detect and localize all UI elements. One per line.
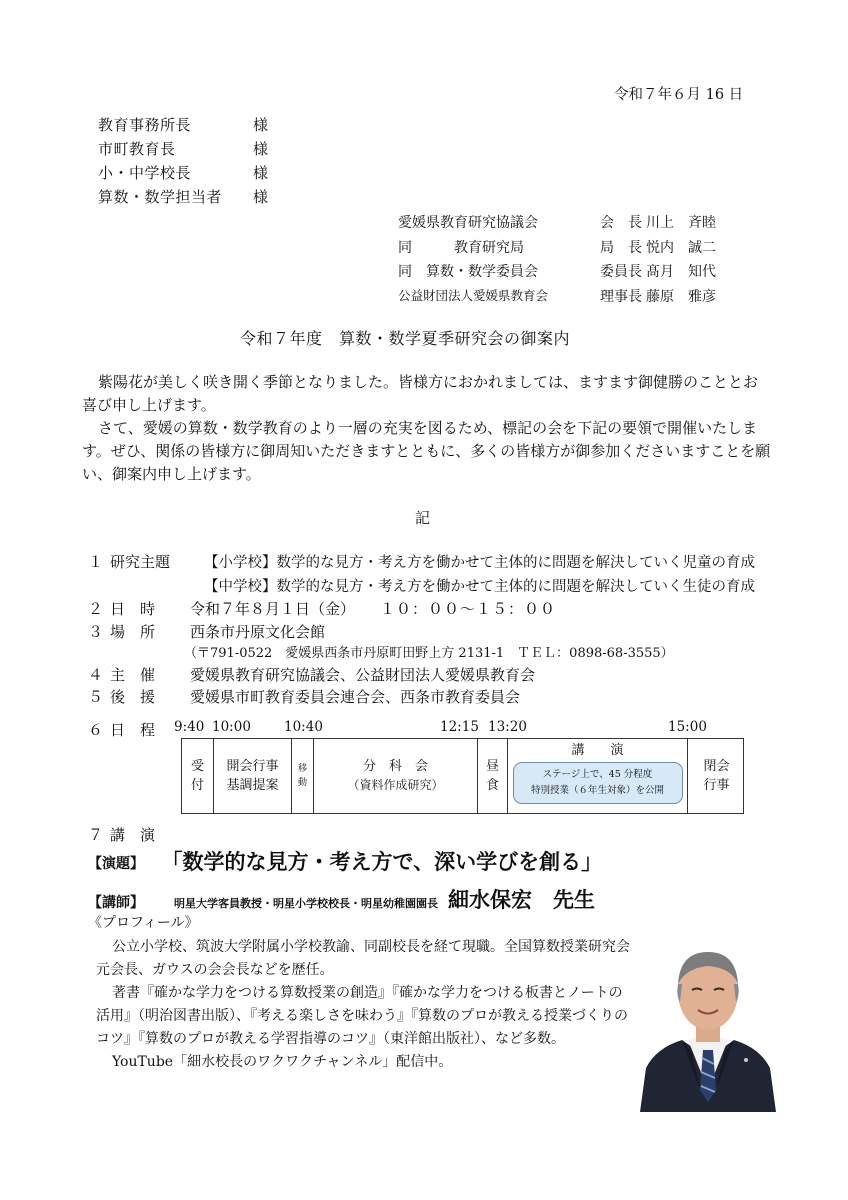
item-lecture: ７ 講 演 — [88, 826, 156, 844]
schedule-time: 9:40 — [174, 719, 205, 735]
schedule-time: 10:00 — [212, 719, 251, 735]
lecturer-line: 【講師】 明星大学客員教授・明星小学校校長・明星幼稚園園長 細水保宏 先生 — [88, 888, 595, 912]
greeting-paragraph: 紫陽花が美しく咲き開く季節となりました。皆様方におかれましては、ますます御健勝のこととお喜び申し上げます。 — [82, 373, 759, 414]
lecture-note-box: ステージ上で、45 分程度 特別授業（６年生対象）を公開 — [513, 762, 683, 804]
theme-junior: 【中学校】数学的な見方・考え方を働かせて主体的に問題を解決していく生徒の育成 — [204, 579, 755, 595]
addressee-list — [98, 114, 268, 210]
schedule-table — [181, 738, 744, 814]
schedule-cell-lunch: 昼 食 — [478, 739, 508, 813]
addressee-row: 市町教育長 様 — [98, 140, 269, 158]
profile-paragraph: 公立小学校、筑波大学附属小学校教諭、同副校長を経て現職。全国算数授業研究会元会長、ガウスの会会長などを歴任。 — [96, 939, 630, 978]
sender-row: 愛媛県教育研究協議会 会 長 川上 斉睦 — [398, 215, 716, 231]
profile-paragraph: YouTube「細水校長のワクワクチャンネル」配信中。 — [112, 1054, 453, 1070]
schedule-time: 15:00 — [668, 719, 707, 735]
addressee-row: 算数・数学担当者 様 — [98, 188, 269, 206]
sender-row: 同 教育研究局 局 長 悦内 誠二 — [398, 239, 716, 256]
item-theme: １ 研究主題 【小学校】数学的な見方・考え方を働かせて主体的に問題を解決していく児童の育成 — [88, 553, 755, 571]
schedule-cell-move: 移 動 — [292, 739, 314, 813]
item-datetime: ２ 日 時 令和７年８月１日（金） １０：００～１５：００ — [88, 600, 557, 618]
addressee-row: 小・中学校長 様 — [98, 164, 269, 182]
profile-text — [96, 936, 636, 1074]
speaker-photo — [636, 940, 780, 1112]
sender-list — [398, 212, 716, 310]
schedule-time: 12:15 — [440, 719, 479, 735]
profile-heading: 《プロフィール》 — [88, 915, 199, 931]
schedule-cell-lecture: 講 演 ステージ上で、45 分程度 特別授業（６年生対象）を公開 — [508, 739, 688, 813]
ki-heading: 記 — [415, 509, 431, 527]
lecture-topic: 【演題】 「数学的な見方・考え方で、深い学びを創る」 — [88, 850, 603, 874]
greeting-paragraph: さて、愛媛の算数・数学教育のより一層の充実を図るため、標記の会を下記の要領で開催いたします。ぜひ、関係の皆様方に御周知いただきますとともに、多くの皆様方が御参加くださいますことを願い、御案内申し上げます。 — [82, 419, 771, 483]
schedule-time: 10:40 — [284, 719, 323, 735]
document-title: 令和７年度 算数・数学夏季研究会の御案内 — [240, 329, 571, 348]
item-support: ５ 後 援 愛媛県市町教育委員会連合会、西条市教育委員会 — [88, 688, 521, 706]
item-schedule: ６ 日 程 — [88, 721, 156, 739]
document-date: 令和７年６月 16 日 — [614, 87, 744, 103]
schedule-cell-reception: 受 付 — [182, 739, 214, 813]
item-place: ３ 場 所 西条市丹原文化会館 — [88, 623, 326, 641]
schedule-time: 13:20 — [488, 719, 527, 735]
sender-row: 同 算数・数学委員会 委員長 髙月 知代 — [398, 264, 716, 280]
place-address: （〒791-0522 愛媛県西条市丹原町田野上方 2131-1 ＴＥＬ：0898-68-3555） — [184, 646, 674, 661]
addressee-row: 教育事務所長 様 — [98, 116, 269, 134]
profile-paragraph: 著書『確かな学力をつける算数授業の創造』『確かな学力をつける板書とノートの活用』（明治図書出版）、『考える楽しさを味わう』『算数のプロが教える授業づくりのコツ』『算数のプロが教える学習指導のコツ』（東洋館出版社）、など多数。 — [96, 985, 628, 1047]
schedule-cell-closing: 閉会 行事 — [703, 759, 730, 793]
sender-row: 公益財団法人愛媛県教育会 理事長 藤原 雅彦 — [398, 287, 716, 305]
schedule-cell-sections: 分 科 会 （資料作成研究） — [314, 739, 478, 813]
item-host: ４ 主 催 愛媛県教育研究協議会、公益財団法人愛媛県教育会 — [88, 666, 536, 684]
schedule-cell-opening: 開会行事 基調提案 — [214, 739, 292, 813]
greeting-text — [82, 371, 772, 486]
